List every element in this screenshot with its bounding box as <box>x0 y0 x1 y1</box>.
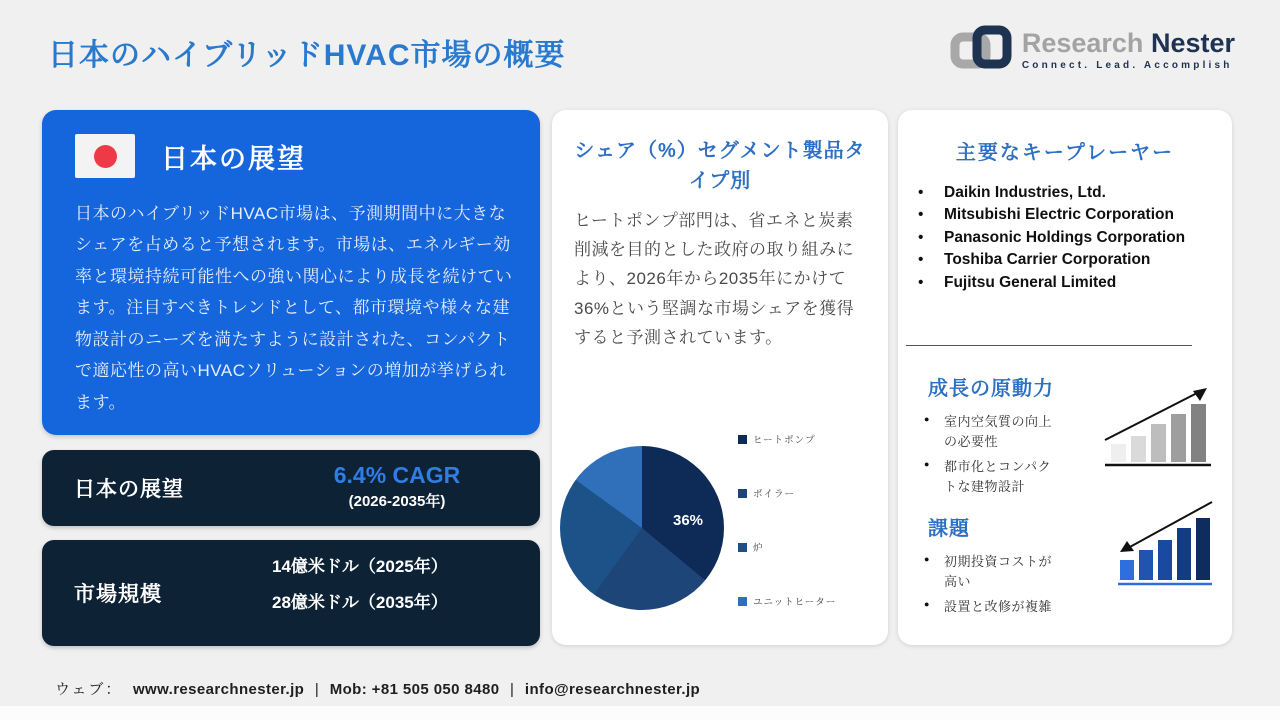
cagr-value-block <box>292 462 502 511</box>
flag-sun-circle <box>94 145 117 168</box>
footer-separator: | <box>314 681 320 698</box>
pie-chart <box>560 446 724 610</box>
list-item: • Fujitsu General Limited <box>912 272 1224 294</box>
footer-mobile-link[interactable]: Mob: +81 505 050 8480 <box>329 681 500 698</box>
legend-label: ヒートポンプ <box>753 435 816 446</box>
key-players-card <box>898 110 1232 645</box>
japan-outlook-card <box>42 110 540 435</box>
segment-share-card <box>552 110 888 645</box>
list-item: • Toshiba Carrier Corporation <box>912 249 1224 271</box>
section-divider <box>906 345 1192 346</box>
share-card-body: ヒートポンプ部門は、省エネと炭素削減を目的とした政府の取り組みにより、2026年から2035年にかけて36%という堅調な市場シェアを獲得すると予測されています。 <box>574 211 855 347</box>
research-nester-logo <box>950 24 1235 76</box>
legend-swatch <box>738 435 747 444</box>
outlook-title: 日本の展望 <box>161 143 306 174</box>
page-title: 日本のハイブリッドHVAC市場の概要 <box>48 39 566 72</box>
footer-website-link[interactable]: www.researchnester.jp <box>132 681 305 698</box>
list-item: • Daikin Industries, Ltd. <box>912 182 1224 204</box>
list-item: ● 設置と改修が複雑 <box>922 597 1052 617</box>
key-players-title: 主要なキープレーヤー <box>955 142 1175 164</box>
footer-contact-bar <box>55 678 706 699</box>
bottom-strip <box>0 706 1280 720</box>
footer-email-link[interactable]: info@researchnester.jp <box>524 681 701 698</box>
pie-legend <box>738 432 880 648</box>
cagr-card-label: 日本の展望 <box>74 478 184 501</box>
market-size-card <box>42 540 540 646</box>
legend-label: 炉 <box>753 543 764 554</box>
market-size-2025: 14億米ドル（2025年） <box>272 557 448 576</box>
logo-name-research: Research <box>1021 28 1144 59</box>
list-item: ● 都市化とコンパクトな建物設計 <box>922 457 1052 496</box>
key-players-list <box>912 182 1224 294</box>
list-item: ● 室内空気質の向上の必要性 <box>922 412 1052 451</box>
cagr-period: (2026-2035年) <box>348 493 446 510</box>
market-size-label: 市場規模 <box>74 583 162 606</box>
legend-label: ボイラー <box>753 489 796 500</box>
cagr-value: 6.4% CAGR <box>333 462 461 488</box>
footer-separator: | <box>510 681 515 698</box>
outlook-body-text: 日本のハイブリッドHVAC市場は、予測期間中に大きなシェアを占めると予想されます。市場は、エネルギー効率と環境持続可能性への強い関心により成長を続けています。注目すべきトレンドとして、都市環境や様々な建物設計のニーズを満たすように設計された、コンパクトで適応性の高いHVACソリューションの増加が挙げられます。 <box>75 204 513 412</box>
list-item: • Panasonic Holdings Corporation <box>912 227 1224 249</box>
growth-bars-icon <box>1103 382 1215 470</box>
legend-label: ユニットヒーター <box>753 597 837 608</box>
pie-data-label: 36% <box>672 512 704 529</box>
list-item: ● 初期投資コストが高い <box>922 552 1052 591</box>
cagr-card <box>42 450 540 526</box>
legend-item <box>738 540 880 554</box>
market-size-values <box>272 556 448 614</box>
growth-drivers-list <box>922 412 1072 502</box>
chain-links-icon <box>950 24 1012 76</box>
challenges-bars-icon <box>1116 498 1216 590</box>
legend-item <box>738 594 880 608</box>
legend-swatch <box>738 489 747 498</box>
market-size-2035: 28億米ドル（2035年） <box>272 593 448 612</box>
challenges-title: 課題 <box>928 518 970 540</box>
legend-item <box>738 486 880 500</box>
logo-name-nester: Nester <box>1150 28 1235 59</box>
legend-item <box>738 432 880 446</box>
share-card-title: シェア（%）セグメント製品タイプ別 <box>574 140 866 192</box>
logo-name <box>1022 29 1235 57</box>
legend-swatch <box>738 543 747 552</box>
logo-text <box>1022 29 1235 70</box>
japan-flag-icon <box>75 134 135 178</box>
outlook-header <box>75 134 306 178</box>
challenges-list <box>922 552 1072 623</box>
footer-web-label: ウェブ： <box>55 681 123 698</box>
logo-tagline: Connect. Lead. Accomplish <box>1021 59 1233 71</box>
list-item: • Mitsubishi Electric Corporation <box>912 204 1224 226</box>
growth-drivers-title: 成長の原動力 <box>928 378 1054 400</box>
legend-swatch <box>738 597 747 606</box>
